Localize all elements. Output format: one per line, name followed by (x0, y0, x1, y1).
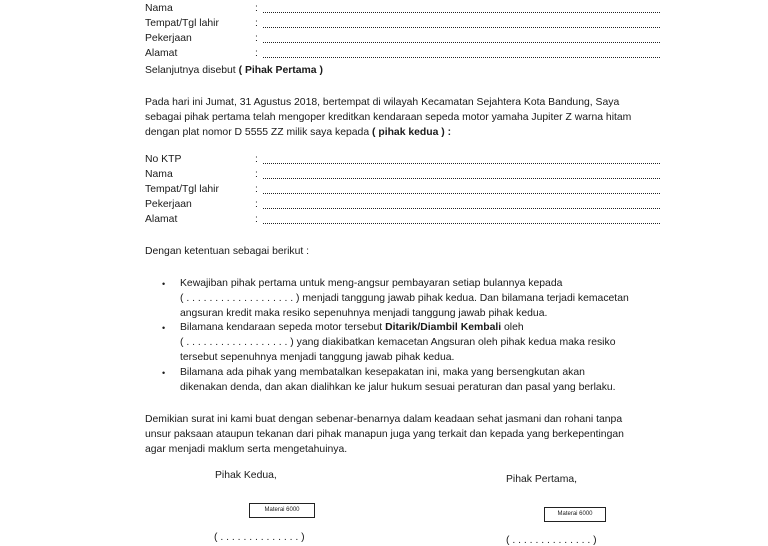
signature-name-left: ( . . . . . . . . . . . . . . ) (214, 532, 305, 543)
fill-line (263, 57, 660, 58)
signature-name-right: ( . . . . . . . . . . . . . . ) (506, 535, 597, 546)
fill-line (263, 163, 660, 164)
field-label: Nama (145, 169, 173, 180)
term-2: Bilamana kendaraan sepeda motor tersebut Ditarik/Diambil Kembali oleh ( . . . . . . . . . . . . . . . . . . ) yang diakibatkan kemacetan Angsuran oleh pihak kedua maka resiko tersebut sepenuhnya menjadi tanggung jawab pihak kedua. (180, 322, 616, 363)
term-3: Bilamana ada pihak yang membatalkan kesepakatan ini, maka yang bersengkutan akan dikenakan denda, dan akan dialihkan ke jalur hukum sesuai peraturan dan pasal yang berlaku. (180, 367, 616, 393)
field-label: Pekerjaan (145, 33, 192, 44)
term-1: Kewajiban pihak pertama untuk meng-angsur pembayaran setiap bulannya kepada ( . . . . . . . . . . . . . . . . . . . ) menjadi tanggung jawab pihak kedua. Dan bilamana terjadi kemacetan angsuran kredit maka resiko sepenuhnya menjadi tanggung jawab pihak kedua. (180, 278, 629, 319)
party1-field-alamat: Alamat : (145, 48, 660, 62)
bullet-icon: • (162, 368, 166, 378)
party1-caption: Selanjutnya disebut ( Pihak Pertama ) (145, 65, 323, 76)
materai-stamp-right: Materai 6000 (544, 507, 606, 522)
fill-line (263, 27, 660, 28)
signature-title-right: Pihak Pertama, (506, 474, 578, 485)
field-label: Alamat (145, 48, 178, 59)
party1-field-pekerjaan: Pekerjaan : (145, 33, 660, 47)
intro-paragraph: Pada hari ini Jumat, 31 Agustus 2018, bertempat di wilayah Kecamatan Sejahtera Kota Bandung, Saya sebagai pihak pertama telah mengoper kreditkan kendaraan sepeda motor yamaha Jupiter Z warna hitam dengan plat nomor D 5555 ZZ milik saya kepada ( pihak kedua ) : (145, 97, 632, 138)
party2-field-pekerjaan: Pekerjaan : (145, 199, 660, 213)
party2-field-alamat: Alamat : (145, 214, 660, 228)
party1-field-ttl: Tempat/Tgl lahir : (145, 18, 660, 32)
bullet-icon: • (162, 279, 166, 289)
field-label: Pekerjaan (145, 199, 192, 210)
field-label: Tempat/Tgl lahir (145, 18, 219, 29)
fill-line (263, 178, 660, 179)
materai-stamp-left: Materai 6000 (249, 503, 315, 518)
fill-line (263, 42, 660, 43)
fill-line (263, 12, 660, 13)
fill-line (263, 193, 660, 194)
signature-title-left: Pihak Kedua, (215, 470, 277, 481)
fill-line (263, 208, 660, 209)
party2-field-ktp: No KTP : (145, 154, 660, 168)
party1-field-nama: Nama : (145, 3, 660, 17)
closing-paragraph: Demikian surat ini kami buat dengan sebenar-benarnya dalam keadaan sehat jasmani dan rohani tanpa unsur paksaan ataupun tekanan dari pihak manapun juga yang terkait dan kepada yang berkepentingan agar menjadi maklum serta mengetahuinya. (145, 414, 624, 455)
bullet-icon: • (162, 323, 166, 333)
field-label: No KTP (145, 154, 182, 165)
party2-field-nama: Nama : (145, 169, 660, 183)
field-label: Alamat (145, 214, 178, 225)
party2-field-ttl: Tempat/Tgl lahir : (145, 184, 660, 198)
fill-line (263, 223, 660, 224)
field-label: Tempat/Tgl lahir (145, 184, 219, 195)
terms-heading: Dengan ketentuan sebagai berikut : (145, 246, 310, 257)
field-label: Nama (145, 3, 173, 14)
